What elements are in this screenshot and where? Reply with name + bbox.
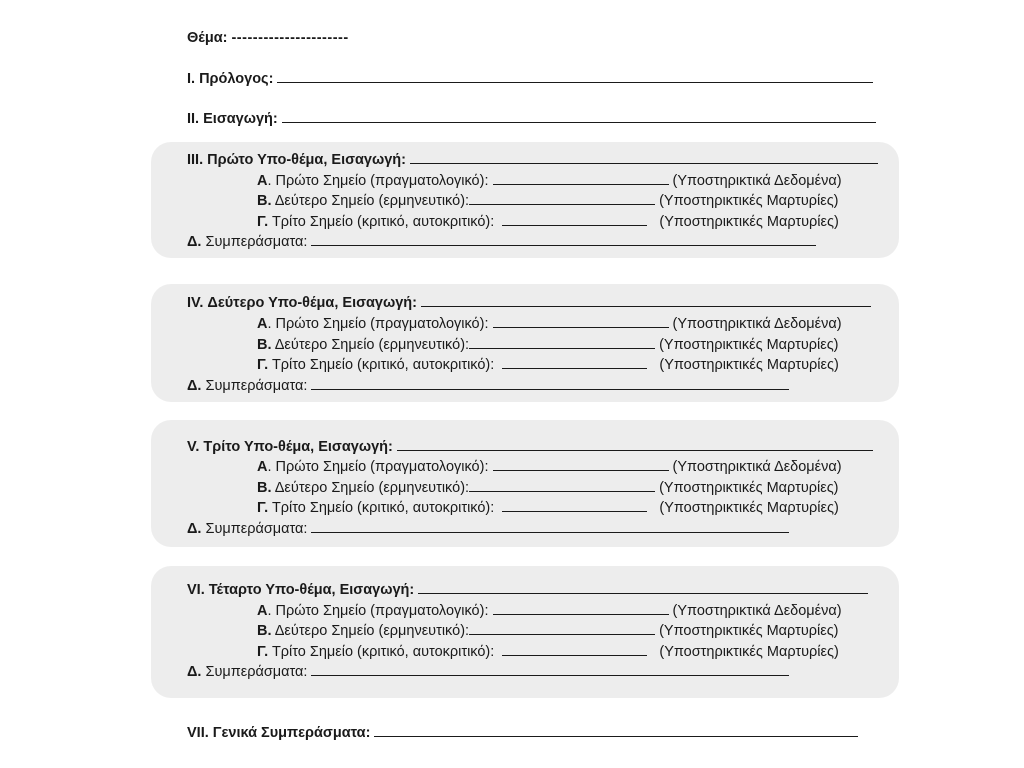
point-letter: Γ. xyxy=(257,500,269,516)
point-text: Τρίτο Σημείο (κριτικό, αυτοκριτικό): xyxy=(271,214,495,230)
point-sep: . xyxy=(267,459,272,475)
section-heading-blank[interactable] xyxy=(410,151,878,164)
conclusion-line xyxy=(187,520,789,538)
conclusion-line xyxy=(187,377,789,395)
point-support: (Υποστηρικτικά Δεδομένα) xyxy=(672,459,842,475)
conclusion-blank[interactable] xyxy=(311,663,789,676)
point-letter: Β. xyxy=(257,623,272,639)
point-sep: . xyxy=(267,316,272,332)
topic-label: Θέμα: xyxy=(187,30,228,46)
point-letter: Γ. xyxy=(257,214,269,230)
point-support: (Υποστηρικτικές Μαρτυρίες) xyxy=(659,500,839,516)
point-support: (Υποστηρικτικές Μαρτυρίες) xyxy=(659,214,839,230)
conclusion-blank[interactable] xyxy=(311,520,789,533)
point-text: Τρίτο Σημείο (κριτικό, αυτοκριτικό): xyxy=(271,357,495,373)
point-text: Δεύτερο Σημείο (ερμηνευτικό): xyxy=(274,623,470,639)
point-text: Τρίτο Σημείο (κριτικό, αυτοκριτικό): xyxy=(271,500,495,516)
point-letter: Α xyxy=(257,316,268,332)
section-heading-blank[interactable] xyxy=(421,294,871,307)
conclusion-letter: Δ. xyxy=(187,664,202,680)
section-heading-label: III. Πρώτο Υπο-θέμα, Εισαγωγή: xyxy=(187,152,406,168)
point-text: Δεύτερο Σημείο (ερμηνευτικό): xyxy=(274,193,470,209)
conclusion-label: Συμπεράσματα: xyxy=(205,234,308,250)
section-heading xyxy=(187,294,871,312)
point-b xyxy=(257,336,839,354)
conclusion-letter: Δ. xyxy=(187,521,202,537)
prologue-line xyxy=(187,70,873,88)
conclusion-line xyxy=(187,233,816,251)
point-letter: Γ. xyxy=(257,357,269,373)
point-text: Πρώτο Σημείο (πραγματολογικό): xyxy=(275,173,489,189)
section-heading-blank[interactable] xyxy=(397,438,873,451)
point-blank[interactable] xyxy=(469,479,655,492)
point-b xyxy=(257,192,839,210)
point-letter: Β. xyxy=(257,480,272,496)
point-text: Δεύτερο Σημείο (ερμηνευτικό): xyxy=(274,337,470,353)
section-heading xyxy=(187,151,878,169)
point-support: (Υποστηρικτικές Μαρτυρίες) xyxy=(659,337,839,353)
section-heading-blank[interactable] xyxy=(418,581,868,594)
section-heading-label: IV. Δεύτερο Υπο-θέμα, Εισαγωγή: xyxy=(187,295,417,311)
point-b xyxy=(257,479,839,497)
point-text: Πρώτο Σημείο (πραγματολογικό): xyxy=(275,459,489,475)
point-a xyxy=(257,315,842,333)
point-c xyxy=(257,499,839,517)
conclusion-letter: Δ. xyxy=(187,234,202,250)
point-support: (Υποστηρικτικές Μαρτυρίες) xyxy=(659,623,839,639)
point-blank[interactable] xyxy=(493,172,669,185)
point-blank[interactable] xyxy=(493,602,669,615)
point-support: (Υποστηρικτικά Δεδομένα) xyxy=(672,603,842,619)
point-a xyxy=(257,458,842,476)
point-b xyxy=(257,622,839,640)
point-support: (Υποστηρικτικά Δεδομένα) xyxy=(672,316,842,332)
point-letter: Α xyxy=(257,173,268,189)
point-support: (Υποστηρικτικά Δεδομένα) xyxy=(672,173,842,189)
point-c xyxy=(257,356,839,374)
conclusion-blank[interactable] xyxy=(311,377,789,390)
point-blank[interactable] xyxy=(502,356,647,369)
point-blank[interactable] xyxy=(469,622,655,635)
prologue-blank[interactable] xyxy=(277,70,873,83)
conclusion-label: Συμπεράσματα: xyxy=(205,378,308,394)
section-heading-label: VI. Τέταρτο Υπο-θέμα, Εισαγωγή: xyxy=(187,582,415,598)
point-letter: Γ. xyxy=(257,644,269,660)
conclusion-blank[interactable] xyxy=(311,233,816,246)
conclusion-label: Συμπεράσματα: xyxy=(205,521,308,537)
point-letter: Β. xyxy=(257,193,272,209)
topic-blank[interactable]: ---------------------- xyxy=(231,30,349,46)
introduction-blank[interactable] xyxy=(282,110,876,123)
point-letter: Α xyxy=(257,603,268,619)
point-text: Δεύτερο Σημείο (ερμηνευτικό): xyxy=(274,480,470,496)
point-a xyxy=(257,602,842,620)
section-heading xyxy=(187,581,868,599)
point-support: (Υποστηρικτικές Μαρτυρίες) xyxy=(659,357,839,373)
point-sep: . xyxy=(267,603,272,619)
point-letter: Β. xyxy=(257,337,272,353)
point-c xyxy=(257,643,839,661)
general-conclusions-line xyxy=(187,724,858,742)
general-conclusions-label: VII. Γενικά Συμπεράσματα: xyxy=(187,725,371,741)
conclusion-letter: Δ. xyxy=(187,378,202,394)
point-blank[interactable] xyxy=(502,213,647,226)
point-text: Πρώτο Σημείο (πραγματολογικό): xyxy=(275,316,489,332)
section-heading-label: V. Τρίτο Υπο-θέμα, Εισαγωγή: xyxy=(187,439,393,455)
introduction-line xyxy=(187,110,876,128)
point-letter: Α xyxy=(257,459,268,475)
point-blank[interactable] xyxy=(469,192,655,205)
introduction-label: II. Εισαγωγή: xyxy=(187,111,278,127)
conclusion-label: Συμπεράσματα: xyxy=(205,664,308,680)
point-text: Τρίτο Σημείο (κριτικό, αυτοκριτικό): xyxy=(271,644,495,660)
section-heading xyxy=(187,438,873,456)
point-a xyxy=(257,172,842,190)
point-blank[interactable] xyxy=(493,315,669,328)
prologue-label: I. Πρόλογος: xyxy=(187,71,274,87)
point-support: (Υποστηρικτικές Μαρτυρίες) xyxy=(659,644,839,660)
topic-line xyxy=(187,29,349,47)
point-blank[interactable] xyxy=(502,499,647,512)
point-support: (Υποστηρικτικές Μαρτυρίες) xyxy=(659,193,839,209)
point-support: (Υποστηρικτικές Μαρτυρίες) xyxy=(659,480,839,496)
point-c xyxy=(257,213,839,231)
point-blank[interactable] xyxy=(469,336,655,349)
point-text: Πρώτο Σημείο (πραγματολογικό): xyxy=(275,603,489,619)
general-conclusions-blank[interactable] xyxy=(374,724,858,737)
point-sep: . xyxy=(267,173,272,189)
point-blank[interactable] xyxy=(493,458,669,471)
conclusion-line xyxy=(187,663,789,681)
point-blank[interactable] xyxy=(502,643,647,656)
